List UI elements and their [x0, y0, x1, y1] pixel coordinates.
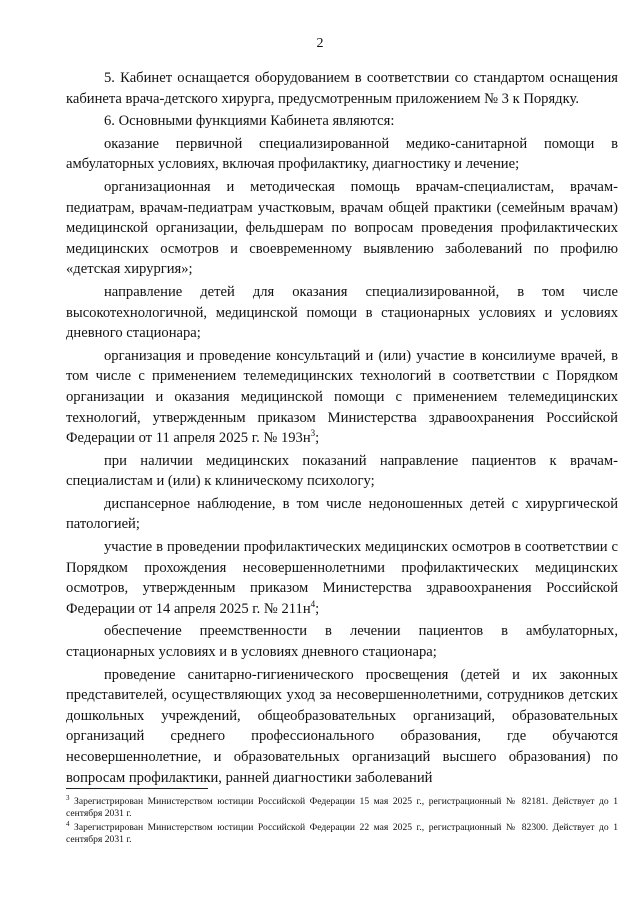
footnote-divider [66, 788, 208, 789]
paragraph-item-5 [66, 68, 618, 109]
function-item [66, 665, 618, 789]
function-item [66, 134, 618, 175]
footnote-mark: 3 [66, 793, 70, 802]
footnotes [66, 793, 618, 848]
function-item [66, 282, 618, 344]
footnote [66, 793, 618, 820]
paragraph-item-6 [66, 111, 618, 132]
function-item [66, 346, 618, 449]
footnote-text: Зарегистрирован Министерством юстиции Российской Федерации 15 мая 2025 г., регистрационный № 82181. Действует до 1 сентября 2031 г. [66, 796, 618, 819]
function-item [66, 494, 618, 535]
paragraph-text: 6. Основными функциями Кабинета являются: [104, 113, 395, 130]
paragraph-tail: ; [315, 430, 320, 447]
paragraph-text: при наличии медицинских показаний направление пациентов к врачам-специалистам и (или) к клиническому психологу; [66, 452, 618, 490]
paragraph-text: оказание первичной специализированной медико-санитарной помощи в амбулаторных условиях, включая профилактику, диагностику и лечение; [66, 135, 618, 173]
function-item [66, 537, 618, 619]
footnote-mark: 4 [66, 819, 70, 828]
paragraph-text: 5. Кабинет оснащается оборудованием в соответствии со стандартом оснащения кабинета врача-детского хирурга, предусмотренным приложением № 3 к Порядку. [66, 70, 618, 107]
function-item [66, 451, 618, 492]
paragraph-text: направление детей для оказания специализированной, в том числе высокотехнологичной, медицинской помощи в стационарных условиях и условиях дневного стационара; [66, 283, 618, 342]
paragraph-text: организация и проведение консультаций и (или) участие в консилиуме врачей, в том числе с применением телемедицинских технологий в соответствии с Порядком организации и оказания медицинской помощи с применением телемедицинских технологий, утвержденным приказом Министерства здравоохранения Российской Федерации от 11 апреля 2025 г. № 193н [66, 347, 618, 447]
function-item [66, 621, 618, 662]
function-item [66, 177, 618, 280]
footnote [66, 819, 618, 846]
paragraph-tail: ; [315, 600, 320, 617]
footnote-ref: 3 [310, 428, 316, 439]
paragraph-text: диспансерное наблюдение, в том числе недоношенных детей с хирургической патологией; [66, 495, 618, 533]
paragraph-text: участие в проведении профилактических медицинских осмотров в соответствии с Порядком прохождения несовершеннолетними профилактических медицинских осмотров, утвержденным приказом Министерства здравоохранения Российской Федерации от 14 апреля 2025 г. № 211н [66, 539, 618, 617]
paragraph-text: проведение санитарно-гигиенического просвещения (детей и их законных представителей, осуществляющих уход за несовершеннолетними, сотрудников детских дошкольных учреждений, общеобразовательных организаций, образовательных организаций среднего профессионального образования, где обучаются несовершеннолетние, и образовательных организаций высшего образования) по вопросам профилактики, ранней диагностики заболеваний [66, 666, 618, 786]
paragraph-text: обеспечение преемственности в лечении пациентов в амбулаторных, стационарных условиях и в условиях дневного стационара; [66, 623, 618, 661]
paragraph-text: организационная и методическая помощь врачам-специалистам, врачам-педиатрам, врачам-педиатрам участковым, врачам общей практики (семейным врачам) медицинской организации, фельдшерам по вопросам проведения профилактических медицинских осмотров и своевременному выявлению заболеваний по профилю «детская хирургия»; [66, 178, 618, 278]
footnote-text: Зарегистрирован Министерством юстиции Российской Федерации 22 мая 2025 г., регистрационный № 82300. Действует до 1 сентября 2031 г. [66, 822, 618, 845]
document-body [66, 68, 618, 790]
footnote-ref: 4 [310, 598, 316, 609]
page-number: 2 [316, 36, 324, 51]
